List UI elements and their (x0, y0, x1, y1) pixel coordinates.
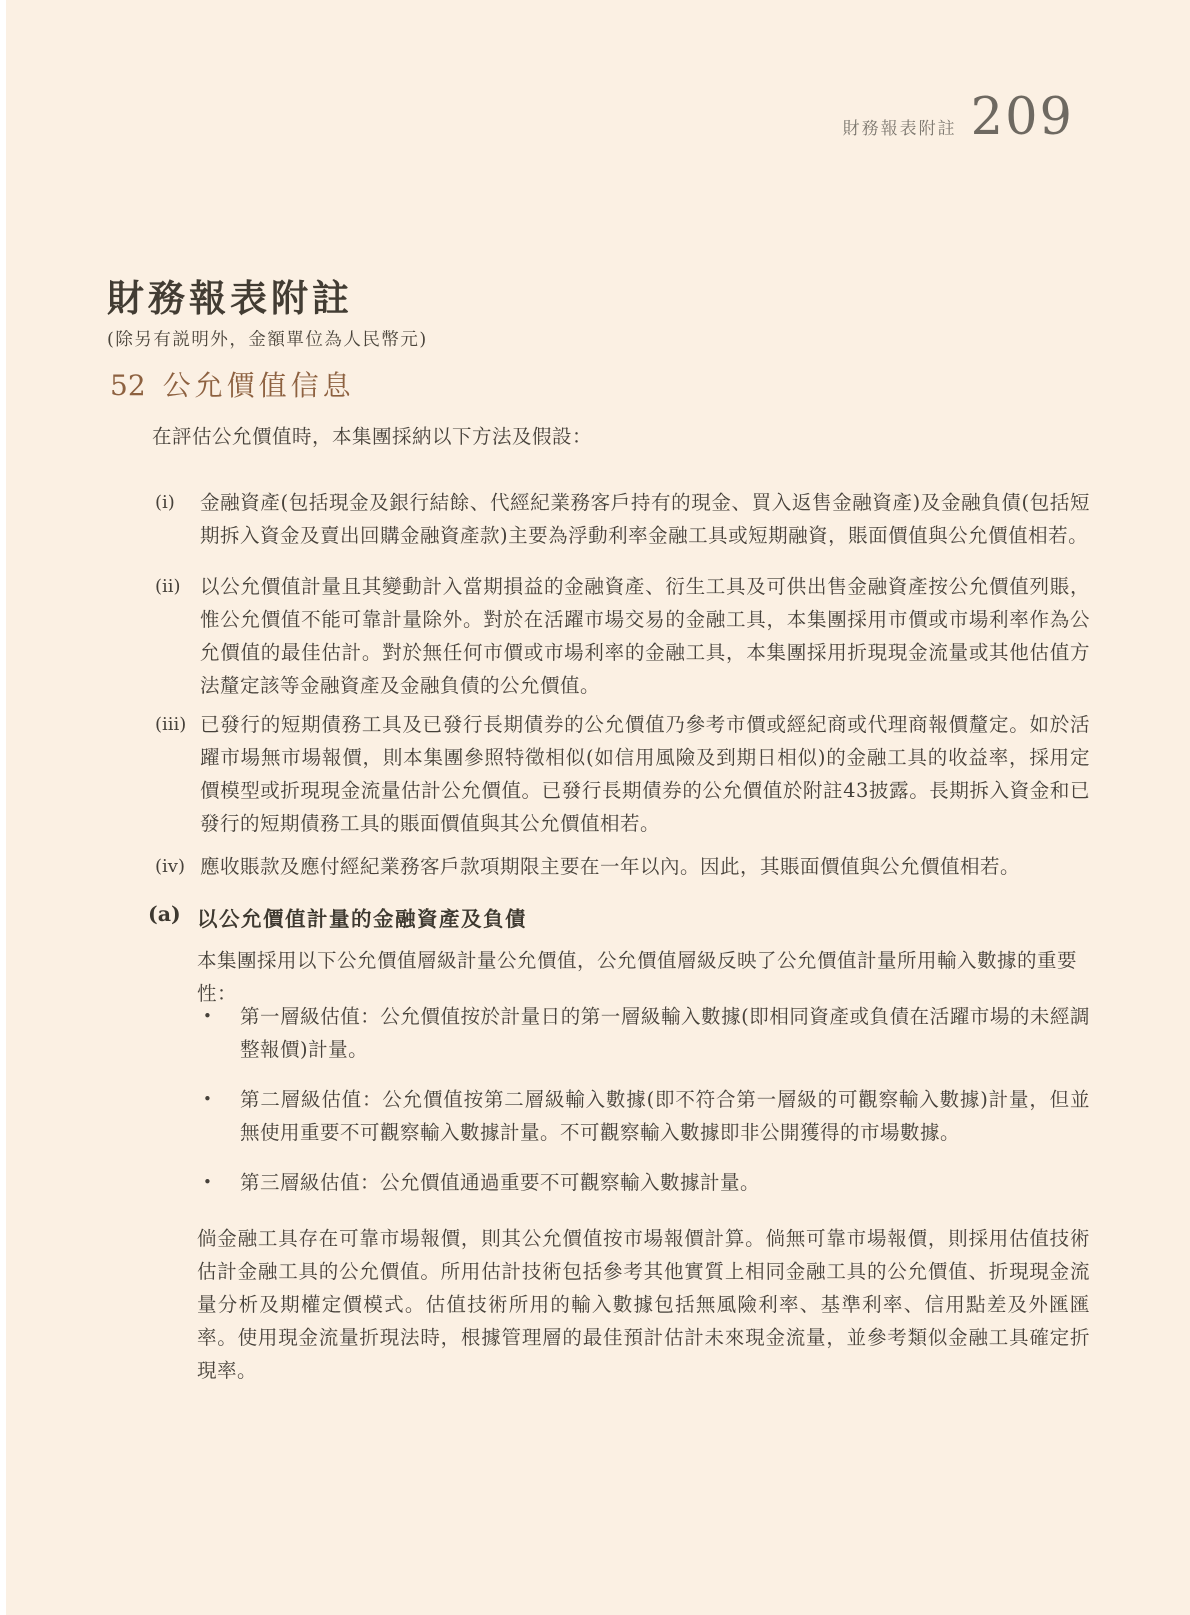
section-number: 52 (110, 369, 146, 402)
page-left-margin (0, 0, 6, 1615)
running-header-label: 財務報表附註 (842, 119, 957, 139)
document-title: 財務報表附註 (107, 276, 353, 320)
subsection-intro: 本集團採用以下公允價值層級計量公允價值，公允價值層級反映了公允價值計量所用輸入數據的重要性： (197, 949, 1078, 1005)
subsection-a-marker: (a) (148, 902, 181, 926)
bullet-icon: • (203, 1173, 212, 1191)
list-item-iii-text: 已發行的短期債務工具及已發行長期債券的公允價值乃參考市價或經紀商或代理商報價釐定。如於活躍市場無市場報價，則本集團參照特徵相似(如信用風險及到期日相似)的金融工具的收益率，採用定價模型或折現現金流量估計公允價值。已發行長期債券的公允價值於附註43披露。長期拆入資金和已發行的短期債務工具的賬面價值與其公允價值相若。 (200, 713, 1090, 835)
subsection-a-title: 以公允價值計量的金融資產及負債 (197, 907, 527, 931)
list-item-ii (155, 570, 1090, 702)
subsection-closing: 倘金融工具存在可靠市場報價，則其公允價值按市場報價計算。倘無可靠市場報價，則採用估值技術估計金融工具的公允價值。所用估計技術包括參考其他實質上相同金融工具的公允價值、折現現金流量分析及期權定價模式。估值技術所用的輸入數據包括無風險利率、基準利率、信用點差及外匯匯率。使用現金流量折現法時，根據管理層的最佳預計估計未來現金流量，並參考類似金融工具確定折現率。 (197, 1227, 1090, 1382)
document-subtitle: (除另有説明外，金額單位為人民幣元) (107, 330, 428, 350)
section-title: 公允價值信息 (162, 369, 355, 402)
list-marker-iv: (iv) (155, 856, 185, 877)
list-marker-i: (i) (155, 492, 175, 513)
section-heading (110, 364, 355, 404)
list-marker-iii: (iii) (155, 714, 187, 735)
list-marker-ii: (ii) (155, 576, 181, 597)
running-header (843, 88, 1074, 147)
list-item-iv (155, 850, 1090, 883)
bullet-icon: • (203, 1090, 212, 1108)
bullet-level-2-text: 第二層級估值：公允價值按第二層級輸入數據(即不符合第一層級的可觀察輸入數據)計量，但並無使用重要不可觀察輸入數據計量。不可觀察輸入數據即非公開獲得的市場數據。 (240, 1088, 1090, 1144)
list-item-i (155, 486, 1090, 552)
list-item-ii-text: 以公允價值計量且其變動計入當期損益的金融資產、衍生工具及可供出售金融資產按公允價值列賬，惟公允價值不能可靠計量除外。對於在活躍市場交易的金融工具，本集團採用市價或市場利率作為公允價值的最佳估計。對於無任何市價或市場利率的金融工具，本集團採用折現現金流量或其他估值方法釐定該等金融資產及金融負債的公允價值。 (200, 575, 1090, 697)
bullet-item-level-2 (203, 1083, 1090, 1149)
bullet-item-level-1 (203, 1000, 1090, 1066)
bullet-level-3-text: 第三層級估值：公允價值通過重要不可觀察輸入數據計量。 (240, 1171, 761, 1194)
list-item-iii (155, 708, 1090, 840)
subsection-a-heading (148, 902, 527, 932)
list-item-iv-text: 應收賬款及應付經紀業務客戶款項期限主要在一年以內。因此，其賬面價值與公允價值相若。 (200, 855, 1021, 878)
list-item-i-text: 金融資產(包括現金及銀行結餘、代經紀業務客戶持有的現金、買入返售金融資產)及金融負債(包括短期拆入資金及賣出回購金融資產款)主要為浮動利率金融工具或短期融資，賬面價值與公允價值相若。 (200, 491, 1090, 547)
bullet-icon: • (203, 1007, 212, 1025)
bullet-level-1-text: 第一層級估值：公允價值按於計量日的第一層級輸入數據(即相同資產或負債在活躍市場的未經調整報價)計量。 (240, 1005, 1090, 1061)
page-number: 209 (970, 88, 1074, 147)
bullet-item-level-3 (203, 1166, 1090, 1199)
section-intro: 在評估公允價值時，本集團採納以下方法及假設： (152, 425, 593, 448)
